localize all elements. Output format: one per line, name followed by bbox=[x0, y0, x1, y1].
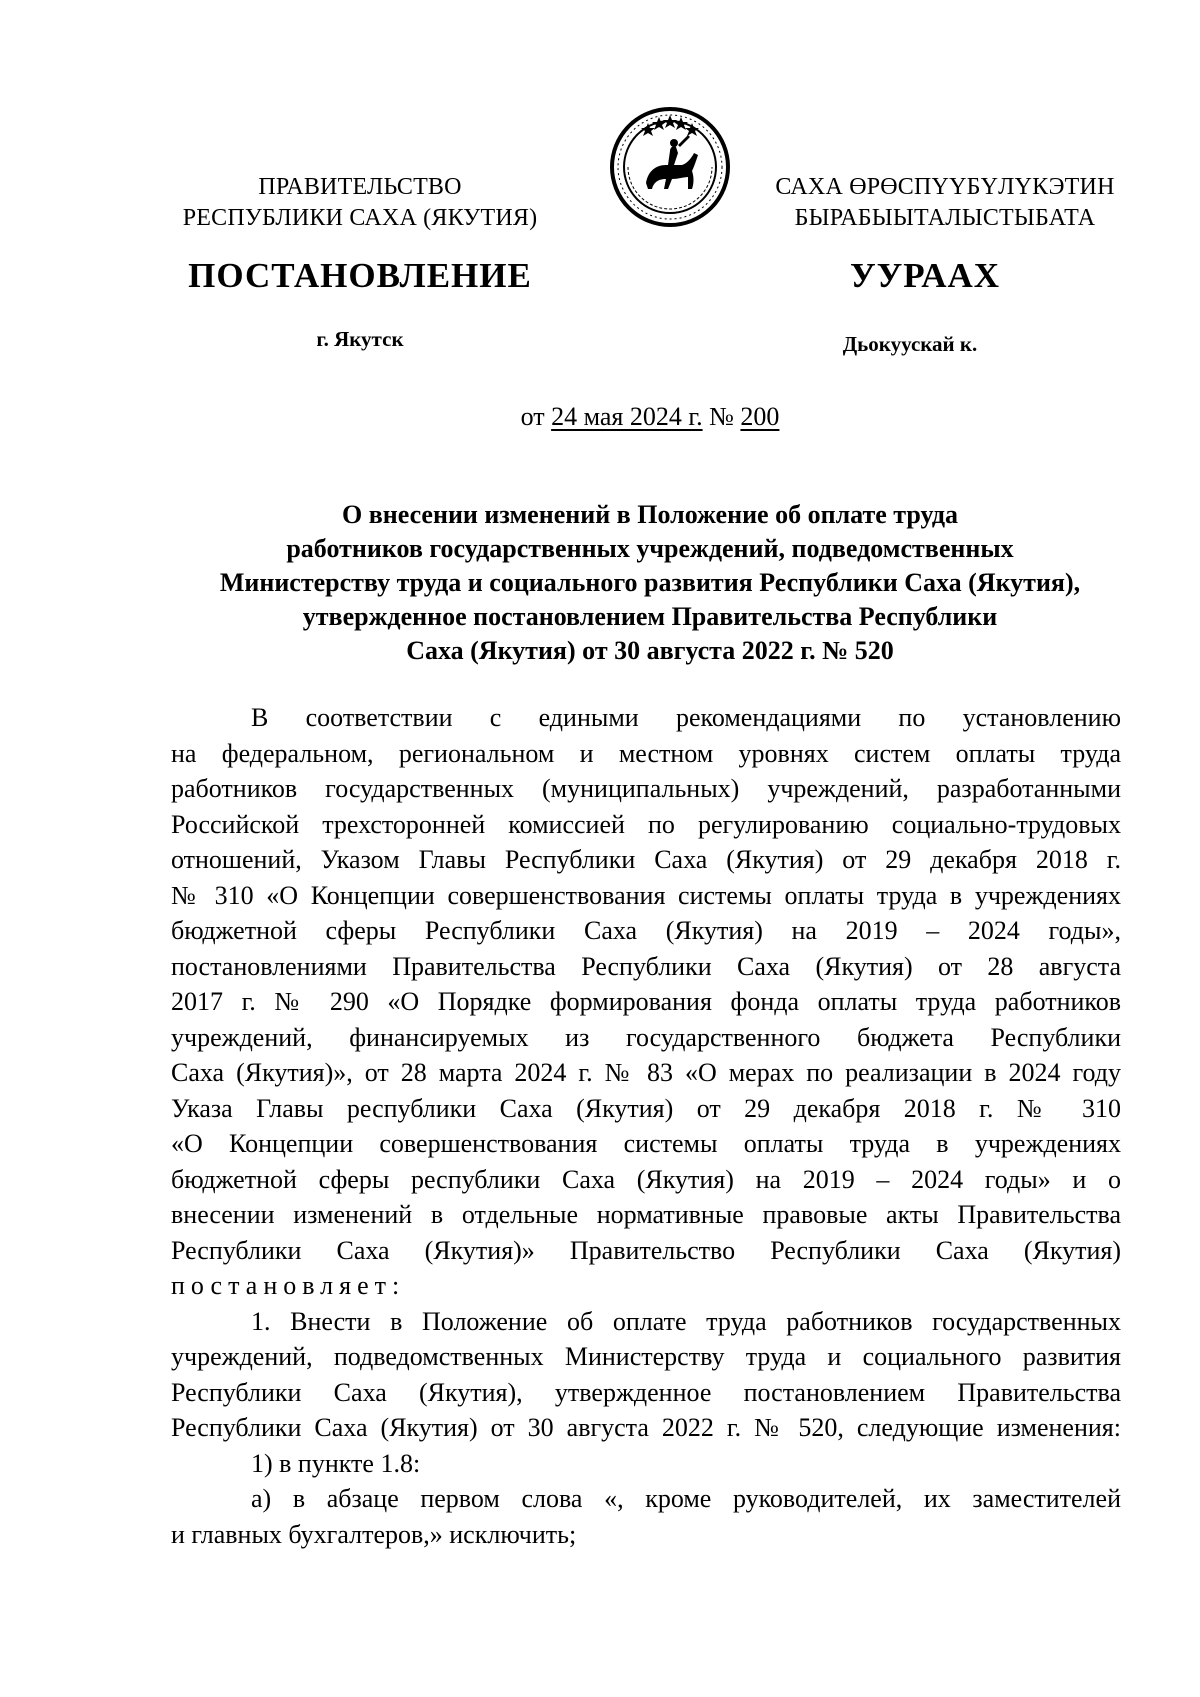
city-ru: г. Якутск bbox=[316, 327, 404, 351]
title-line: утвержденное постановлением Правительства Республики bbox=[302, 602, 998, 631]
document-title bbox=[150, 498, 1150, 668]
body-line: 2017 г. № 290 «О Порядке формирования фонда оплаты труда работников bbox=[171, 987, 1121, 1016]
body-line: бюджетной сферы республики Саха (Якутия) на 2019 – 2024 годы» и о bbox=[171, 1164, 1121, 1194]
body-line: отношений, Указом Главы Республики Саха (Якутия) от 29 декабря 2018 г. bbox=[171, 845, 1121, 874]
body-line: 1. Внести в Положение об оплате труда работников государственных bbox=[251, 1306, 1121, 1336]
document-number: 200 bbox=[740, 402, 780, 431]
doc-type-sah: УУРААХ bbox=[849, 256, 1001, 295]
body-line: постановлениями Правительства Республики Саха (Якутия) от 28 августа bbox=[171, 951, 1121, 981]
issuer-name-ru bbox=[150, 172, 570, 234]
issuer-line-1: ПРАВИТЕЛЬСТВО bbox=[258, 174, 462, 200]
body-line: Республики Саха (Якутия) от 30 августа 2022 г. № 520, следующие изменения: bbox=[171, 1413, 1121, 1442]
body-line: а) в абзаце первом слова «, кроме руководителей, их заместителей bbox=[251, 1484, 1121, 1513]
body-line: и главных бухгалтеров,» исключить; bbox=[171, 1519, 577, 1549]
resolves-word: постановляет: bbox=[171, 1271, 406, 1300]
date-prefix: от bbox=[520, 402, 545, 431]
body-line: Саха (Якутия)», от 28 марта 2024 г. № 83 «О мерах по реализации в 2024 году bbox=[171, 1058, 1121, 1087]
coat-of-arms-emblem-icon bbox=[608, 105, 732, 229]
issuer-line-1-sah: САХА ӨРӨСПҮҮБҮЛҮКЭТИН bbox=[775, 174, 1115, 200]
title-line: Саха (Якутия) от 30 августа 2022 г. № 520 bbox=[406, 636, 894, 665]
city-sah: Дьокуускай к. bbox=[842, 332, 978, 356]
date-number-line bbox=[150, 402, 1150, 432]
body-line: учреждений, подведомственных Министерству труда и социального развития bbox=[171, 1342, 1121, 1371]
body-line: работников государственных (муниципальных) учреждений, разработанными bbox=[171, 774, 1121, 803]
issuer-name-sah bbox=[745, 172, 1145, 234]
number-sign: № bbox=[709, 402, 734, 431]
body-line: Указа Главы республики Саха (Якутия) от 29 декабря 2018 г. № 310 bbox=[171, 1093, 1121, 1123]
body-line: внесении изменений в отдельные нормативные правовые акты Правительства bbox=[171, 1200, 1121, 1229]
issuer-line-2-sah: БЫРАБЫЫТАЛЫСТЫБАТА bbox=[794, 205, 1096, 231]
subitem-1: 1) в пункте 1.8: bbox=[251, 1448, 421, 1478]
body-line: № 310 «О Концепции совершенствования системы оплаты труда в учреждениях bbox=[171, 880, 1121, 910]
body-line: Российской трехсторонней комиссией по регулированию социально-трудовых bbox=[171, 809, 1121, 839]
title-line: работников государственных учреждений, подведомственных bbox=[286, 534, 1014, 563]
body-line: бюджетной сферы Республики Саха (Якутия) на 2019 – 2024 годы», bbox=[171, 916, 1121, 945]
body-line: Республики Саха (Якутия)» Правительство Республики Саха (Якутия) bbox=[171, 1235, 1121, 1265]
body-line: «О Концепции совершенствования системы оплаты труда в учреждениях bbox=[171, 1129, 1121, 1158]
issuer-line-2: РЕСПУБЛИКИ САХА (ЯКУТИЯ) bbox=[182, 205, 538, 231]
body-line: В соответствии с едиными рекомендациями по установлению bbox=[251, 703, 1121, 732]
doc-type-ru: ПОСТАНОВЛЕНИЕ bbox=[188, 256, 532, 295]
body-line: учреждений, финансируемых из государственного бюджета Республики bbox=[171, 1022, 1121, 1052]
title-line: О внесении изменений в Положение об оплате труда bbox=[341, 500, 959, 529]
body-line: Республики Саха (Якутия), утвержденное постановлением Правительства bbox=[171, 1377, 1121, 1407]
body-line: на федеральном, региональном и местном уровнях систем оплаты труда bbox=[171, 738, 1121, 768]
document-body bbox=[171, 700, 1121, 1552]
title-line: Министерству труда и социального развития Республики Саха (Якутия), bbox=[219, 568, 1081, 597]
document-date: 24 мая 2024 г. bbox=[551, 402, 703, 431]
